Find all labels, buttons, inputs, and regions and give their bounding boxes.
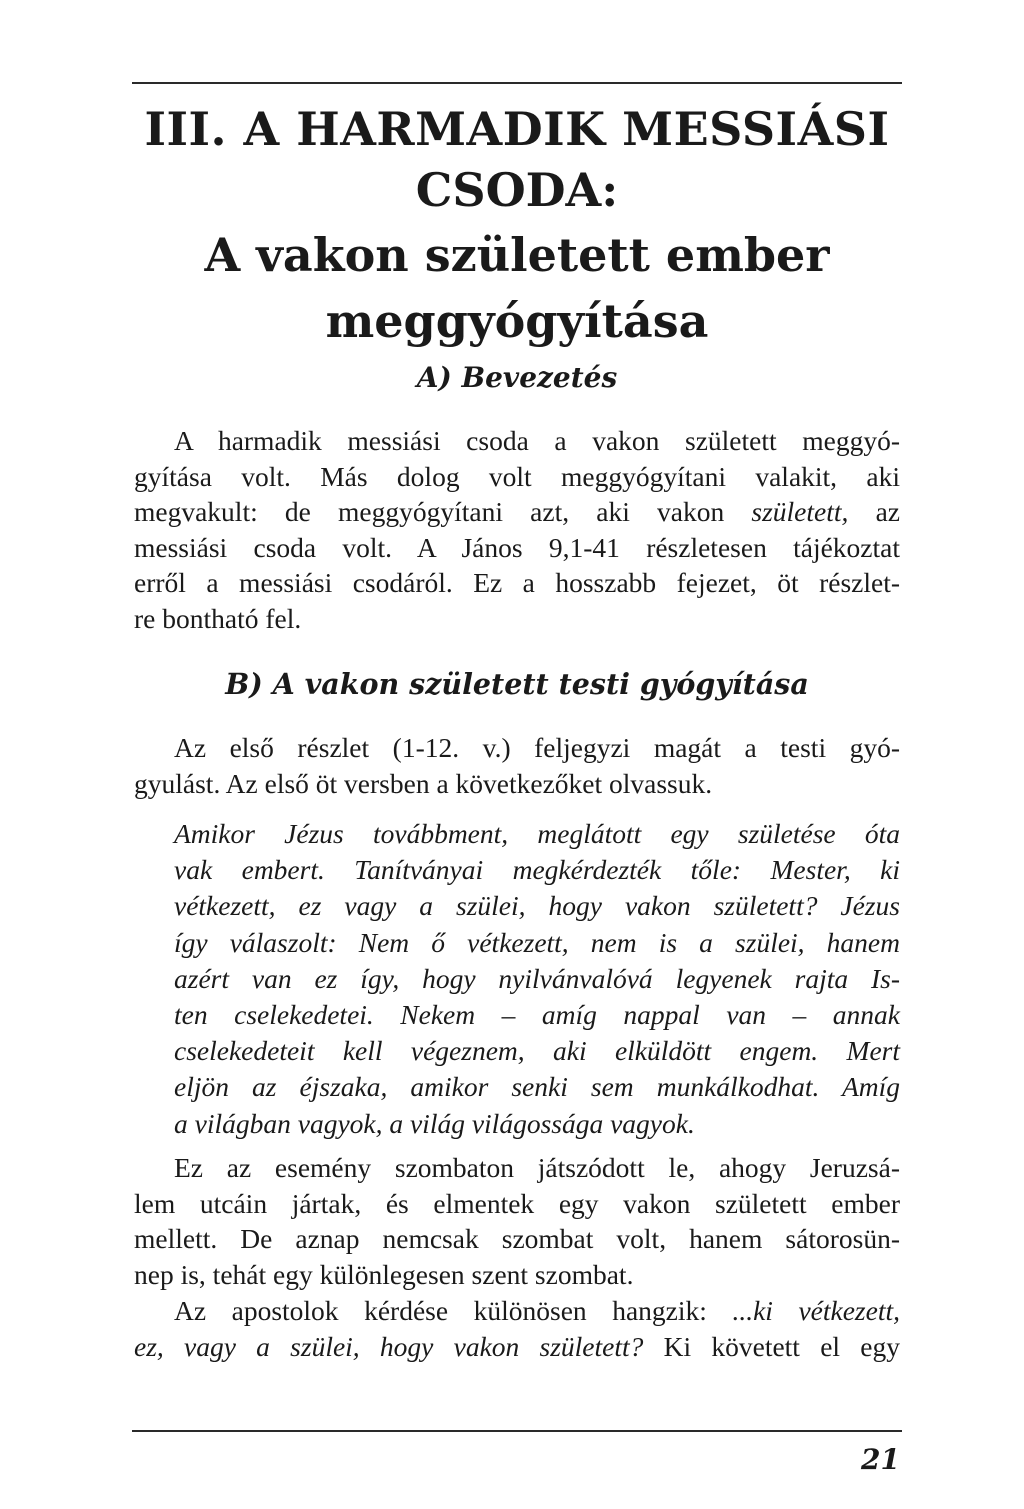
paragraph-line: gyítása volt. Más dolog volt meggyógyítani valakit, aki [134,460,900,492]
paragraph-line [134,1293,900,1329]
emphasis-text: ez, vagy a szülei, hogy vakon született? [134,1330,644,1362]
quote-line: vétkezett, ez vagy a szülei, hogy vakon született? Jézus [174,890,900,922]
quote-line: cselekedeteit kell végeznem, aki elküldött engem. Mert [174,1035,900,1067]
section-a-heading: A) Bevezetés [416,361,618,394]
chapter-title [132,100,902,354]
line-segment: megvakult: de meggyógyítani azt, aki vakon [134,496,752,527]
quote-line: vak embert. Tanítványai megkérdezték tőle: Mester, ki [174,854,900,886]
quote-line: Amikor Jézus továbbment, meglátott egy születése óta [174,818,900,849]
paragraph-line: gyulást. Az első öt versben a következőket olvassuk. [134,767,713,799]
quote-line: azért van ez így, hogy nyilvánvalóvá legyenek rajta Is- [174,962,900,994]
paragraph-line: re bontható fel. [134,602,302,634]
chapter-title-line-2: CSODA: [415,163,619,217]
chapter-title-line-3: A vakon született ember [204,228,830,282]
paragraph-line: erről a messiási csodáról. Ez a hosszabb fejezet, öt részlet- [134,567,900,598]
quote-line: így válaszolt: Nem ő vétkezett, nem is a szülei, hanem [174,926,900,958]
bottom-rule [132,1430,902,1432]
paragraph-line: A harmadik messiási csoda a vakon született meggyó- [174,425,900,456]
line-segment: az [848,496,900,527]
paragraph-line: lem utcáin jártak, és elmentek egy vakon született ember [134,1187,900,1219]
quote-line: ten cselekedetei. Nekem – amíg nappal van – annak [174,999,900,1031]
section-a-paragraph [134,423,900,636]
section-b-paragraph-3 [134,1150,900,1292]
emphasis-text: született, [751,496,849,527]
line-segment: Ki követett el egy [643,1330,900,1362]
chapter-title-line-4: meggyógyítása [325,294,709,348]
line-segment: Az apostolok kérdése különösen hangzik: [174,1295,733,1326]
section-b-intro [134,730,900,801]
paragraph-line [134,1329,900,1365]
paragraph-line: Az első részlet (1-12. v.) feljegyzi magát a testi gyó- [174,732,900,763]
paragraph-line: mellett. De aznap nemcsak szombat volt, hanem sátorosün- [134,1223,900,1254]
section-b-paragraph-4 [134,1293,900,1364]
paragraph-line: Ez az esemény szombaton játszódott le, ahogy Jeruzsá- [174,1152,900,1183]
paragraph-line: nep is, tehát egy különlegesen szent szombat. [134,1258,634,1290]
top-rule [132,82,902,84]
emphasis-text: ...ki vétkezett, [732,1295,900,1326]
paragraph-line: messiási csoda volt. A János 9,1-41 részletesen tájékoztat [134,531,900,563]
section-b-heading: B) A vakon született testi gyógyítása [225,667,809,701]
chapter-title-line-1: III. A HARMADIK MESSIÁSI [144,102,890,156]
page-number: 21 [861,1443,900,1476]
quote-line: eljön az éjszaka, amikor senki sem munkálkodhat. Amíg [174,1071,900,1103]
scripture-quote [174,816,900,1142]
quote-line: a világban vagyok, a világ világossága vagyok. [174,1107,695,1139]
paragraph-line [134,494,900,530]
